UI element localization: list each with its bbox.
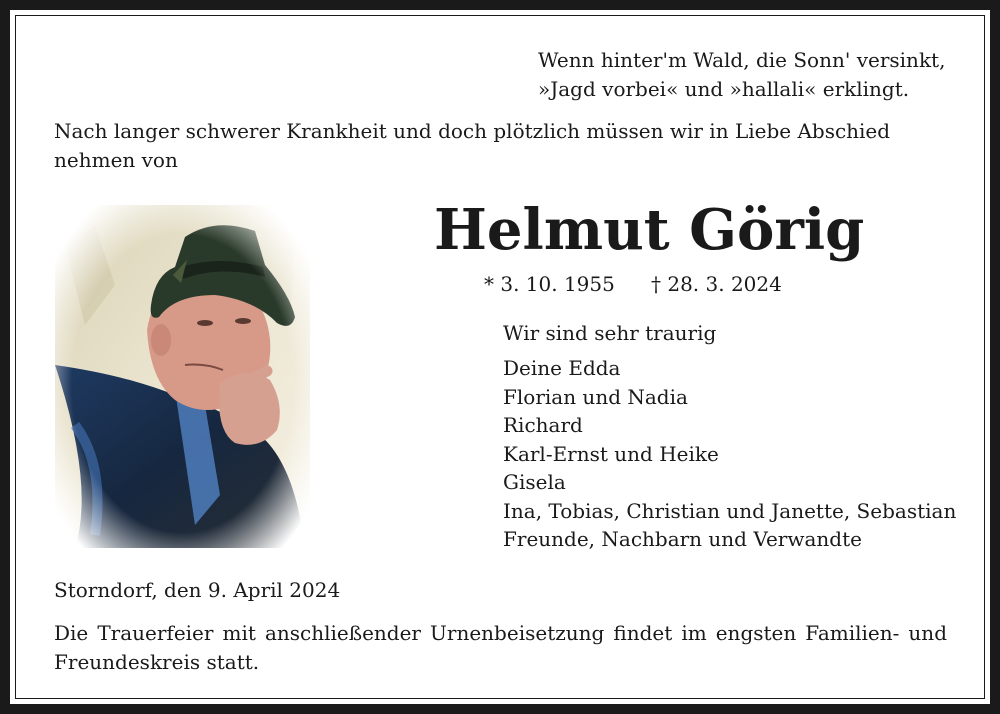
family-member: Gisela (503, 470, 566, 494)
family-member: Karl-Ernst und Heike (503, 441, 719, 466)
ceremony-info: Die Trauerfeier mit anschließender Urnenbeisetzung findet im engsten Familien- und Freundeskreis statt. (54, 621, 947, 674)
intro-text (54, 117, 890, 175)
intro-line-1: Nach langer schwerer Krankheit und doch plötzlich müssen wir in Liebe Abschied (54, 119, 891, 143)
family-member: Deine Edda (503, 356, 621, 380)
family-member: Florian und Nadia (503, 384, 688, 409)
mourning-statement: Wir sind sehr traurig (503, 321, 717, 345)
family-member: Freunde, Nachbarn und Verwandte (503, 527, 862, 551)
poem (538, 46, 945, 104)
family-member: Ina, Tobias, Christian und Janette, Sebastian (503, 498, 957, 523)
poem-line-2: »Jagd vorbei« und »hallali« erklingt. (538, 77, 910, 101)
intro-line-2: nehmen von (54, 148, 178, 172)
portrait-photo (55, 205, 310, 548)
death-date: † 28. 3. 2024 (651, 272, 782, 296)
family-member: Richard (503, 413, 583, 437)
place-and-date: Storndorf, den 9. April 2024 (54, 578, 341, 602)
family-list (503, 354, 956, 554)
deceased-name: Helmut Görig (434, 197, 865, 263)
birth-date: * 3. 10. 1955 (484, 272, 615, 296)
poem-line-1: Wenn hinter'm Wald, die Sonn' versinkt, (538, 48, 946, 72)
